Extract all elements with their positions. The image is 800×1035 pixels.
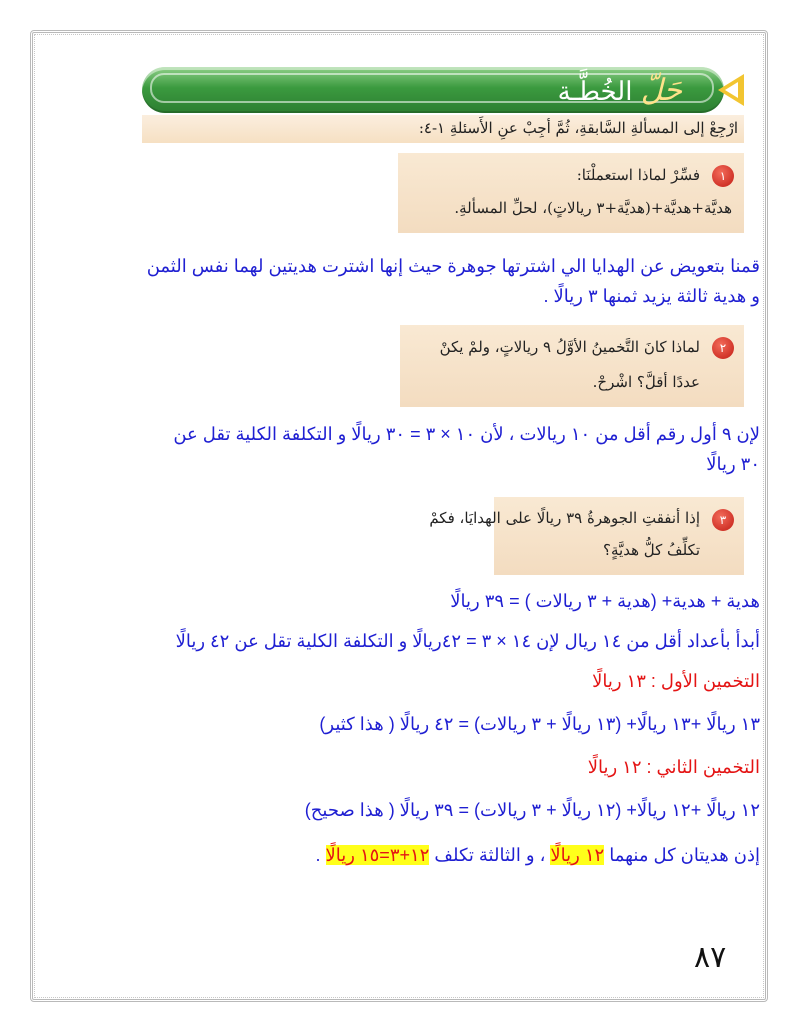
question-number-badge: ٢ [712,337,734,359]
guess-2-calculation: ١٢ ريالًا +١٢ ريالًا+ (١٢ ريالًا + ٣ ريالات) = ٣٩ ريالًا ( هذا صحيح) [304,800,760,820]
question-number-badge: ٣ [712,509,734,531]
final-answer-prefix: إذن هديتان كل منهما [609,845,760,865]
question-3-box [429,497,744,575]
answer-3-equation: هدية + هدية+ (هدية + ٣ ريالات ) = ٣٩ ريالًا [450,591,760,611]
answer-1-line-1: قمنا بتعويض عن الهدايا الي اشترتها جوهرة حيث إنها اشترت هديتين لهما نفس الثمن [146,256,760,276]
answer-1-line-2: و هدية ثالثة يزيد ثمنها ٣ ريالًا . [543,286,760,306]
final-answer-middle: ، و الثالثة تكلف [434,845,546,865]
guess-1-calculation: ١٣ ريالًا +١٣ ريالًا+ (١٣ ريالًا + ٣ ريالات) = ٤٢ ريالًا ( هذا كثير) [319,714,760,734]
question-2-line-1: لماذا كانَ التَّخمينُ الأوَّلُ ٩ ريالاتٍ، ولمْ يكنْ [439,338,700,356]
banner-title [558,73,682,108]
banner-title-rest: الخُطَّـة [557,77,633,107]
final-answer-highlight-1: ١٢ ريالًا [550,845,605,865]
guess-2-label: التخمين الثاني : ١٢ ريالًا [587,757,760,777]
page-number: ٨٧ [694,941,727,974]
instructions-subheading: ارْجِعْ إلى المسألةِ السَّابقةِ، ثُمَّ أجِبْ عنِ الأَسئلةِ ١-٤: [142,115,744,143]
question-number-badge: ١ [712,165,734,187]
question-2-box [400,325,744,407]
section-banner [142,67,744,113]
question-1-box [398,153,744,233]
final-answer [315,845,760,866]
banner-title-prefix: حَلّ [640,73,682,108]
question-3-line-2: تكلِّفُ كلُّ هديَّةٍ؟ [603,541,700,559]
question-3-line-1: إذا أنفقتِ الجوهرةُ ٣٩ ريالًا على الهدايَا، فكمْ [429,509,700,527]
arrow-inner-icon [725,82,738,98]
answer-2-line-1: لإن ٩ أول رقم أقل من ١٠ ريالات ، لأن ١٠ × ٣ = ٣٠ ريالًا و التكلفة الكلية تقل عن [173,424,760,444]
final-answer-highlight-2: ١٢+٣=١٥ ريالًا [325,845,430,865]
guess-1-label: التخمين الأول : ١٣ ريالًا [592,671,760,691]
question-1-line-2: هديَّة+هديَّة+(هديَّة+٣ ريالاتٍ)، لحلِّ المسألةِ. [454,199,732,217]
answer-2-line-2: ٣٠ ريالًا [706,454,760,474]
final-answer-end: . [315,845,321,865]
question-1-line-1: فسِّرْ لماذا استعملْنَا: [576,166,700,184]
question-2-line-2: عددًا أقلَّ؟ اشْرحْ. [592,373,700,391]
answer-3-strategy: أبدأ بأعداد أقل من ١٤ ريال لإن ١٤ × ٣ = ٤٢ريالًا و التكلفة الكلية تقل عن ٤٢ ريالًا [175,631,760,651]
